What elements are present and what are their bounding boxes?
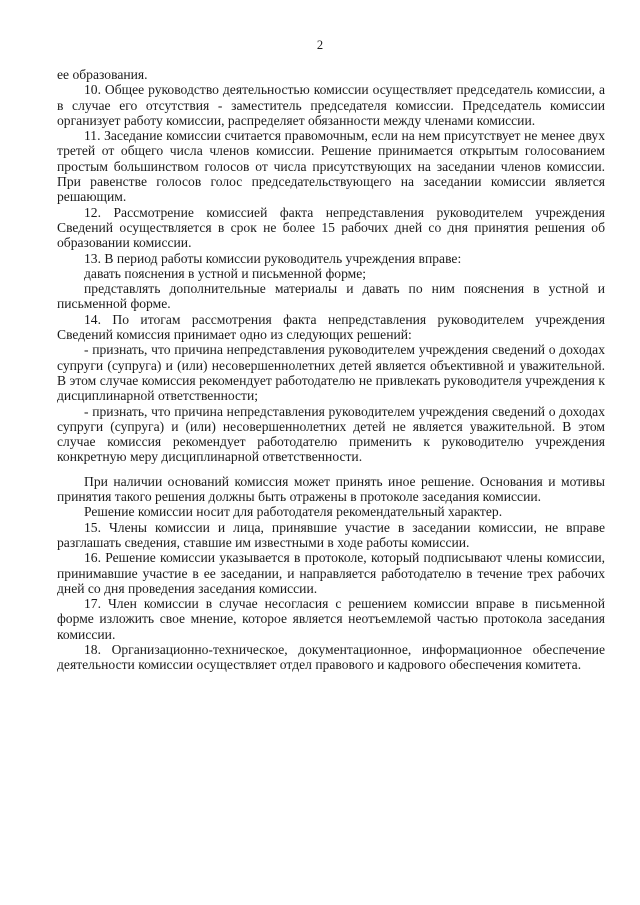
paragraph-18: 18. Организационно-техническое, документационное, информационное обеспечение деятельности комиссии осуществляет отдел правового и кадрового обеспечения комитета. — [57, 641, 605, 673]
paragraph-17: 17. Член комиссии в случае несогласия с решением комиссии вправе в письменной форме изложить свое мнение, которое является неотъемлемой частью протокола заседания комиссии. — [57, 596, 605, 642]
page-number: 2 — [316, 38, 324, 52]
paragraph-13-item-2: представлять дополнительные материалы и давать по ним пояснения в устной и письменной форме. — [57, 281, 605, 312]
paragraph-other-decision: При наличии оснований комиссия может принять иное решение. Основания и мотивы принятия такого решения должны быть отражены в протоколе заседания комиссии. — [57, 473, 605, 505]
paragraph-13-item-1: давать пояснения в устной и письменной форме; — [84, 265, 367, 281]
paragraph-14: 14. По итогам рассмотрения факта непредставления руководителем учреждения Сведений комиссия принимает одно из следующих решений: — [57, 311, 605, 343]
paragraph-continuation: ее образования. — [57, 67, 148, 82]
paragraph-13: 13. В период работы комиссии руководитель учреждения вправе: — [84, 250, 462, 266]
paragraph-recommendation: Решение комиссии носит для работодателя рекомендательный характер. — [84, 504, 503, 520]
document-body — [57, 67, 605, 673]
paragraph-14-item-1: - признать, что причина непредставления руководителем учреждения сведений о доходах супруги (супруга) и (или) несовершеннолетних детей является объективной и уважительной. В этом случае комиссия рекомендует работодателю не привлекать руководителя учреждения к дисциплинарной ответственности; — [57, 342, 605, 404]
paragraph-12: 12. Рассмотрение комиссией факта непредставления руководителем учреждения Сведений осуществляется в срок не более 15 рабочих дней со дня принятия решения об образовании комиссии. — [57, 204, 605, 251]
paragraph-16: 16. Решение комиссии указывается в протоколе, который подписывают члены комиссии, принимавшие участие в ее заседании, и направляется работодателю в течение трех рабочих дней со дня проведения заседания комиссии. — [57, 550, 605, 596]
paragraph-10: 10. Общее руководство деятельностью комиссии осуществляет председатель комиссии, а в случае его отсутствия - заместитель председателя комиссии. Председатель комиссии организует работу комиссии, распределяет обязанности между членами комиссии. — [57, 82, 605, 128]
paragraph-14-item-2: - признать, что причина непредставления руководителем учреждения сведений о доходах супруги (супруга) и (или) несовершеннолетних детей не является уважительной. В этом случае комиссия рекомендует работодателю применить к руководителю учреждения конкретную меру дисциплинарной ответственности. — [57, 403, 605, 465]
paragraph-15: 15. Члены комиссии и лица, принявшие участие в заседании комиссии, не вправе разглашать сведения, ставшие им известными в ходе работы комиссии. — [57, 519, 605, 550]
paragraph-11: 11. Заседание комиссии считается правомочным, если на нем присутствует не менее двух третей от общего числа членов комиссии. Решение принимается открытым голосованием простым большинством голосов от числа присутствующих на заседании членов комиссии. При равенстве голосов голос председательствующего на заседании комиссии является решающим. — [57, 128, 605, 205]
